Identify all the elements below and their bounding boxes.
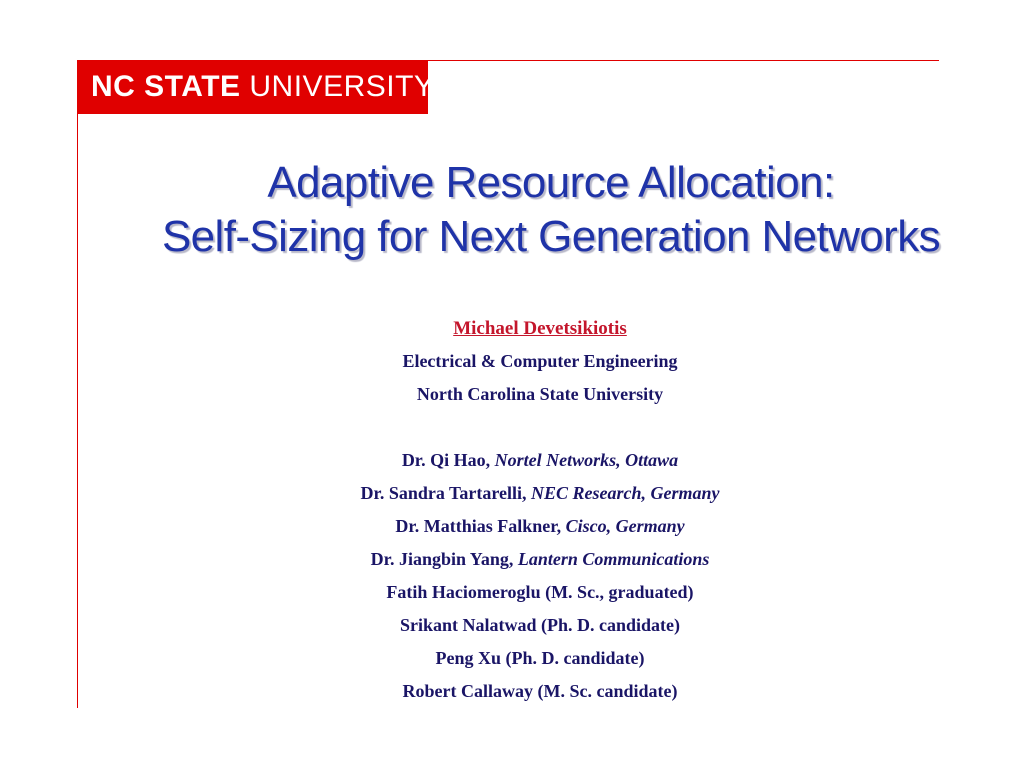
author-university: North Carolina State University (416, 384, 664, 404)
collaborator-line (240, 642, 840, 675)
collaborator-line (240, 444, 840, 477)
collaborator-affiliation: NEC Research, Germany (531, 483, 720, 503)
collaborator-name: Srikant Nalatwad (Ph. D. candidate) (399, 615, 681, 635)
author-department: Electrical & Computer Engineering (402, 351, 678, 371)
collaborator-name: Dr. Sandra Tartarelli, (360, 483, 527, 503)
collaborator-name: Robert Callaway (M. Sc. candidate) (402, 681, 678, 701)
credits-spacer (240, 411, 840, 444)
collaborator-name: Fatih Haciomeroglu (M. Sc., graduated) (386, 582, 694, 602)
logo-strong-text: NC STATE (91, 70, 241, 103)
collaborator-line (240, 510, 840, 543)
title-line-1: Adaptive Resource Allocation: (267, 158, 835, 207)
collaborator-name: Dr. Qi Hao, (401, 450, 491, 470)
collaborator-affiliation: Cisco, Germany (565, 516, 685, 536)
logo-light-text: UNIVERSITY (249, 70, 435, 103)
top-divider-line (428, 60, 939, 61)
credits-block (240, 312, 840, 708)
logo-wordmark (77, 72, 434, 102)
collaborator-name: Peng Xu (Ph. D. candidate) (435, 648, 645, 668)
collaborator-line (240, 477, 840, 510)
left-divider-line (77, 114, 78, 708)
slide-title (96, 156, 1006, 264)
collaborator-line (240, 609, 840, 642)
collaborator-line (240, 543, 840, 576)
collaborator-affiliation: Nortel Networks, Ottawa (494, 450, 679, 470)
collaborator-line (240, 576, 840, 609)
collaborator-line (240, 675, 840, 708)
title-line-2: Self-Sizing for Next Generation Networks (161, 212, 941, 261)
collaborator-affiliation: Lantern Communications (517, 549, 710, 569)
collaborator-name: Dr. Matthias Falkner, (395, 516, 562, 536)
nc-state-logo (77, 60, 435, 114)
author-name: Michael Devetsikiotis (453, 318, 627, 339)
collaborator-name: Dr. Jiangbin Yang, (370, 549, 514, 569)
